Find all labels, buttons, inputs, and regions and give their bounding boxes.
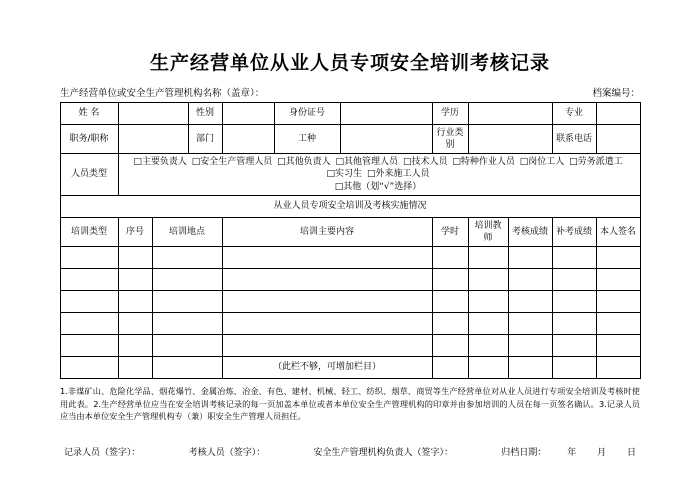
- cell-index[interactable]: [118, 312, 152, 334]
- table-row-section-title: [60, 195, 640, 217]
- column-header-hours: 学时: [432, 217, 468, 246]
- department-label: 部门: [188, 125, 222, 154]
- table-row: [60, 103, 640, 125]
- education-value[interactable]: [468, 103, 552, 125]
- cell-training-type[interactable]: [60, 356, 118, 378]
- phone-value[interactable]: [596, 125, 640, 154]
- person-type-option[interactable]: □其他负责人: [277, 157, 331, 168]
- cell-location[interactable]: [152, 334, 222, 356]
- cell-signature[interactable]: [596, 334, 640, 356]
- cell-hours[interactable]: [432, 290, 468, 312]
- person-type-option[interactable]: □劳务派遣工: [569, 157, 623, 168]
- phone-label: 联系电话: [552, 125, 596, 154]
- table-row-person-type: [60, 154, 640, 195]
- person-type-option[interactable]: □主要负责人: [133, 157, 187, 168]
- person-type-option[interactable]: □技术人员: [402, 157, 448, 168]
- education-label: 学历: [432, 103, 468, 125]
- column-header-content: 培训主要内容: [222, 217, 432, 246]
- industry-value[interactable]: [468, 125, 552, 154]
- cell-teacher[interactable]: [468, 334, 508, 356]
- footnotes: 1.非煤矿山、危险化学品、烟花爆竹、金属冶炼、冶金、有色、建材、机械、轻工、纺织、烟草、商贸等生产经营单位对从业人员进行专项安全培训及考核时使用此表。2.生产经营单位应当在安全培训考核记录的每一页加盖本单位或者本单位安全生产管理机构的印章并由参加培训的人员在每一页签名确认。3.记录人员应当由本单位安全生产管理机构专（兼）职安全生产管理人员担任。: [60, 385, 640, 422]
- cell-score[interactable]: [508, 334, 552, 356]
- archive-date-label: 归档日期：: [501, 448, 547, 459]
- person-type-option[interactable]: □其他（划“√”选择）: [334, 181, 422, 192]
- year-label: 年: [567, 448, 577, 459]
- column-header-index: 序号: [118, 217, 152, 246]
- person-type-option[interactable]: □安全生产管理人员: [191, 157, 273, 168]
- table-row: [60, 125, 640, 154]
- cell-teacher[interactable]: [468, 356, 508, 378]
- cell-location[interactable]: [152, 246, 222, 268]
- cell-training-type[interactable]: [60, 290, 118, 312]
- cell-signature[interactable]: [596, 312, 640, 334]
- column-header-makeup-score: 补考成绩: [552, 217, 596, 246]
- section-title: 从业人员专项安全培训及考核实施情况: [60, 195, 640, 217]
- cell-score[interactable]: [508, 290, 552, 312]
- industry-label: 行业类别: [432, 125, 468, 154]
- table-note: （此栏不够，可增加栏目）: [222, 356, 432, 378]
- cell-teacher[interactable]: [468, 312, 508, 334]
- cell-location[interactable]: [152, 268, 222, 290]
- cell-training-type[interactable]: [60, 312, 118, 334]
- cell-location[interactable]: [152, 312, 222, 334]
- cell-makeup-score[interactable]: [552, 290, 596, 312]
- department-value[interactable]: [222, 125, 274, 154]
- person-type-option[interactable]: □外来施工人员: [366, 169, 430, 180]
- column-header-signature: 本人签名: [596, 217, 640, 246]
- worktype-value[interactable]: [340, 125, 432, 154]
- examiner-signature-label: 考核人员（签字）：: [188, 448, 266, 459]
- cell-score[interactable]: [508, 312, 552, 334]
- table-row: [60, 246, 640, 268]
- cell-score[interactable]: [508, 246, 552, 268]
- cell-makeup-score[interactable]: [552, 334, 596, 356]
- name-label: 姓 名: [60, 103, 118, 125]
- table-row: [60, 334, 640, 356]
- cell-signature[interactable]: [596, 246, 640, 268]
- cell-makeup-score[interactable]: [552, 356, 596, 378]
- cell-hours[interactable]: [432, 334, 468, 356]
- header-line: [0, 85, 700, 102]
- table-row-note: [60, 356, 640, 378]
- cell-location[interactable]: [152, 356, 222, 378]
- manager-signature-label: 安全生产管理机构负责人（签字）：: [313, 448, 454, 459]
- cell-hours[interactable]: [432, 268, 468, 290]
- organization-name-label: 生产经营单位或安全生产管理机构名称（盖章）：: [60, 88, 265, 99]
- column-header-location: 培训地点: [152, 217, 222, 246]
- cell-index[interactable]: [118, 356, 152, 378]
- cell-teacher[interactable]: [468, 268, 508, 290]
- cell-teacher[interactable]: [468, 290, 508, 312]
- column-header-teacher: 培训教师: [468, 217, 508, 246]
- cell-training-type[interactable]: [60, 268, 118, 290]
- table-row: [60, 290, 640, 312]
- page-title: 生产经营单位从业人员专项安全培训考核记录: [149, 52, 550, 74]
- id-number-label: 身份证号: [274, 103, 340, 125]
- table-row: [60, 312, 640, 334]
- archive-number-label: 档案编号：: [592, 88, 640, 99]
- table-header-row: [60, 217, 640, 246]
- id-number-value[interactable]: [340, 103, 432, 125]
- day-label: 日: [626, 448, 636, 459]
- cell-content[interactable]: [222, 268, 432, 290]
- position-label: 职务/职称: [60, 125, 118, 154]
- table-row: [60, 268, 640, 290]
- person-type-option[interactable]: □特种作业人员: [452, 157, 515, 168]
- cell-makeup-score[interactable]: [552, 312, 596, 334]
- signature-row: [60, 445, 640, 458]
- cell-signature[interactable]: [596, 268, 640, 290]
- name-value[interactable]: [118, 103, 188, 125]
- cell-hours[interactable]: [432, 246, 468, 268]
- person-type-option[interactable]: □岗位工人: [519, 157, 565, 168]
- cell-content[interactable]: [222, 312, 432, 334]
- cell-signature[interactable]: [596, 356, 640, 378]
- cell-training-type[interactable]: [60, 334, 118, 356]
- cell-index[interactable]: [118, 246, 152, 268]
- cell-content[interactable]: [222, 246, 432, 268]
- cell-makeup-score[interactable]: [552, 246, 596, 268]
- cell-hours[interactable]: [432, 312, 468, 334]
- gender-label: 性别: [188, 103, 222, 125]
- cell-index[interactable]: [118, 334, 152, 356]
- cell-index[interactable]: [118, 290, 152, 312]
- record-table: [60, 102, 641, 379]
- major-label: 专业: [552, 103, 596, 125]
- cell-location[interactable]: [152, 290, 222, 312]
- month-label: 月: [597, 448, 607, 459]
- cell-score[interactable]: [508, 268, 552, 290]
- cell-makeup-score[interactable]: [552, 268, 596, 290]
- archive-date: [501, 445, 636, 458]
- column-header-training-type: 培训类型: [60, 217, 118, 246]
- position-value[interactable]: [118, 125, 188, 154]
- cell-content[interactable]: [222, 334, 432, 356]
- person-type-options: [118, 154, 640, 195]
- cell-score[interactable]: [508, 356, 552, 378]
- cell-hours[interactable]: [432, 356, 468, 378]
- person-type-option[interactable]: □其他管理人员: [335, 157, 399, 168]
- person-type-option[interactable]: □实习生: [326, 169, 363, 180]
- cell-signature[interactable]: [596, 290, 640, 312]
- worktype-label: 工种: [274, 125, 340, 154]
- cell-teacher[interactable]: [468, 246, 508, 268]
- major-value[interactable]: [596, 103, 640, 125]
- cell-training-type[interactable]: [60, 246, 118, 268]
- column-header-score: 考核成绩: [508, 217, 552, 246]
- recorder-signature-label: 记录人员（签字）：: [64, 448, 141, 459]
- gender-value[interactable]: [222, 103, 274, 125]
- person-type-label: 人员类型: [60, 154, 118, 195]
- cell-index[interactable]: [118, 268, 152, 290]
- cell-content[interactable]: [222, 290, 432, 312]
